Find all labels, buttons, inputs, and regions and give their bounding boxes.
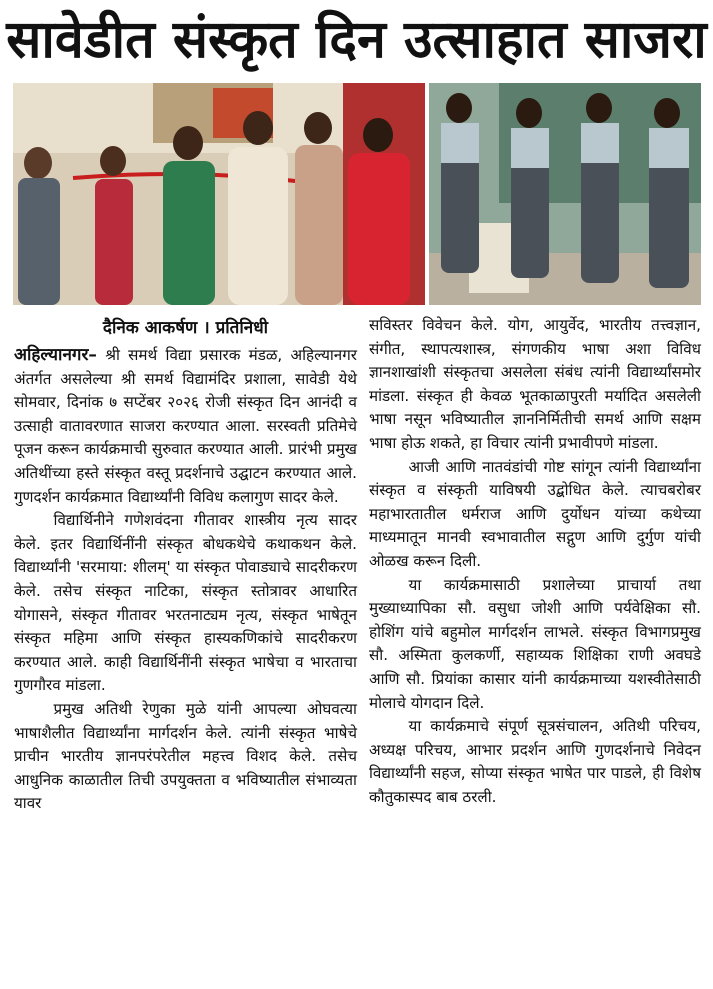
students-photo: [429, 83, 701, 305]
left-column: [14, 314, 357, 816]
article-paragraph: या कार्यक्रमाचे संपूर्ण सूत्रसंचालन, अतिथी परिचय, अध्यक्ष परिचय, आभार प्रदर्शन आणि गुणदर्शनाचे निवेदन विद्यार्थ्यांनी सहज, सोप्या संस्कृत भाषेत पार पाडले, ही विशेष कौतुकास्पद बाब ठरली.: [369, 717, 701, 806]
right-column: [369, 314, 701, 809]
photo-row: [13, 83, 701, 305]
byline: दैनिक आकर्षण । प्रतिनिधी: [102, 318, 269, 338]
dateline: अहिल्यानगर–: [14, 345, 97, 365]
article-paragraph: आजी आणि नातवंडांची गोष्ट सांगून त्यांनी विद्यार्थ्यांना संस्कृत व संस्कृती याविषयी उद्बोधित केले. त्याचबरोबर महाभारतातील धर्मराज आणि दुर्योधन यांच्या कथेच्या माध्यमातून मानवी स्वभावातील सद्गुण आणि दुर्गुण यांची ओळख करून दिली.: [369, 457, 701, 570]
ribbon-cutting-photo: [13, 83, 425, 305]
article-paragraph: विद्यार्थिनीने गणेशवंदना गीतावर शास्त्रीय नृत्य सादर केले. इतर विद्यार्थिनींनी संस्कृत बोधकथेचे कथाकथन केले. विद्यार्थ्यांनी 'सरमाया: शीलम्' या संस्कृत पोवाड्याचे सादरीकरण केले. तसेच संस्कृत नाटिका, संस्कृत स्तोत्रावर आधारित योगासने, संस्कृत गीतावर भरतनाट्यम नृत्य, संस्कृत भाषेतून संस्कृत महिमा आणि संस्कृत हास्यकणिकांचे सादरीकरण करण्यात आले. काही विद्यार्थिनींनी संस्कृत भाषेचा व भारताचा गुणगौरव मांडला.: [14, 511, 357, 695]
headline: सावेडीत संस्कृत दिन उत्साहात साजरा: [6, 10, 707, 70]
article-paragraph: प्रमुख अतिथी रेणुका मुळे यांनी आपल्या ओघवत्या भाषाशैलीत विद्यार्थ्यांना मार्गदर्शन केले. त्यांनी संस्कृत भाषेचे प्राचीन भारतीय ज्ञानपरंपरेतील महत्त्व विशद केले. तसेच आधुनिक काळातील तिची उपयुक्तता व भविष्यातील संभाव्यता यावर: [14, 699, 357, 813]
article-paragraph: सविस्तर विवेचन केले. योग, आयुर्वेद, भारतीय तत्त्वज्ञान, संगीत, स्थापत्यशास्त्र, संगणकीय भाषा अशा विविध ज्ञानशाखांशी संस्कृतचा असलेला संबंध त्यांनी विद्यार्थ्यांसमोर मांडला. संस्कृत ही केवळ भूतकाळापुरती मर्यादित असलेली भाषा नसून भविष्यातील ज्ञाननिर्मितीची समर्थ आणि सक्षम भाषा होऊ शकते, हा विचार त्यांनी प्रभावीपणे मांडला.: [369, 316, 701, 452]
article-paragraph: अहिल्यानगर– श्री समर्थ विद्या प्रसारक मंडळ, अहिल्यानगर अंतर्गत असलेल्या श्री समर्थ विद्यामंदिर प्रशाला, सावेडी येथे सोमवार, दिनांक ७ सप्टेंबर २०२६ रोजी संस्कृत दिन आनंदी व उत्साही वातावरणात साजरा करण्यात आला. सरस्वती प्रतिमेचे पूजन करून कार्यक्रमाची सुरुवात करण्यात आली. प्रारंभी प्रमुख अतिथींच्या हस्ते संस्कृत वस्तू प्रदर्शनाचे उद्घाटन करण्यात आले. गुणदर्शन कार्यक्रमात विद्यार्थ्यांनी विविध कलागुण सादर केले.: [14, 345, 357, 506]
article-paragraph: या कार्यक्रमासाठी प्रशालेच्या प्राचार्या तथा मुख्याध्यापिका सौ. वसुधा जोशी आणि पर्यवेक्षिका सौ. होशिंग यांचे बहुमोल मार्गदर्शन लाभले. संस्कृत विभागप्रमुख सौ. अस्मिता कुलकर्णी, सहाय्यक शिक्षिका राणी अवघडे आणि सौ. प्रियांका कासार यांनी कार्यक्रमाच्या यशस्वीतेसाठी मोलाचे योगदान दिले.: [369, 575, 701, 712]
